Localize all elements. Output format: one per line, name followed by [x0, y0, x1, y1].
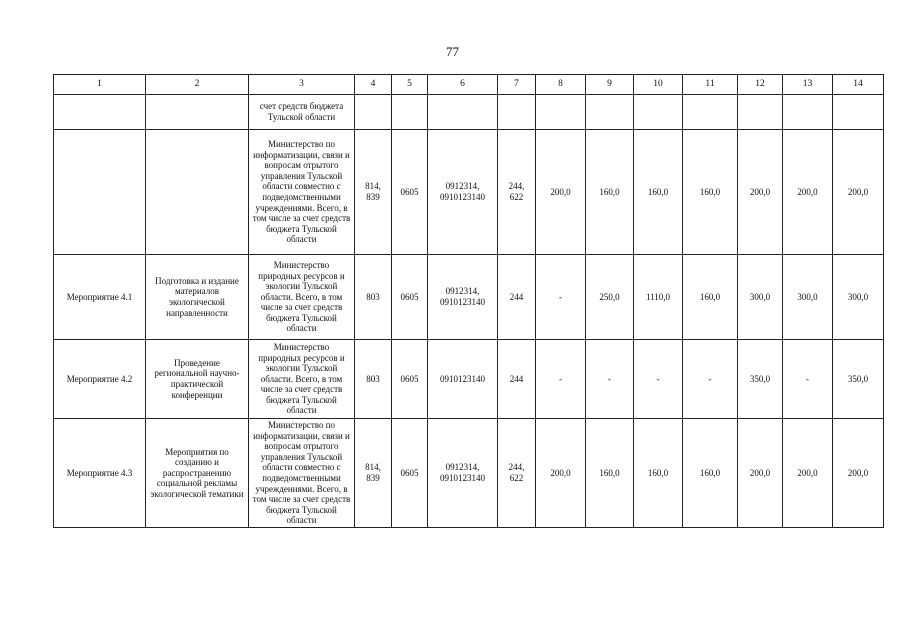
- vr-cell: 244: [498, 255, 536, 340]
- budget-table: [53, 74, 884, 528]
- grbs-cell: 803: [355, 340, 392, 419]
- value-cell: -: [536, 255, 586, 340]
- value-cell: 200,0: [833, 419, 884, 528]
- value-cell: 1110,0: [634, 255, 683, 340]
- header-cell: 14: [833, 75, 884, 95]
- value-cell: 160,0: [586, 419, 634, 528]
- value-cell: 200,0: [536, 419, 586, 528]
- header-cell: 12: [738, 75, 783, 95]
- page-number: 77: [446, 44, 459, 59]
- activity-cell: [54, 95, 146, 130]
- vr-cell: [498, 95, 536, 130]
- value-cell: [783, 95, 833, 130]
- header-cell: 8: [536, 75, 586, 95]
- executor-cell: Министерство природных ресурсов и экологии Тульской области. Всего, в том числе за счет средств бюджета Тульской области: [249, 255, 355, 340]
- csr-cell: [428, 95, 498, 130]
- value-cell: 250,0: [586, 255, 634, 340]
- rzpr-cell: 0605: [392, 255, 428, 340]
- vr-cell: 244, 622: [498, 419, 536, 528]
- activity-name-cell: [146, 130, 249, 255]
- activity-name-cell: [146, 95, 249, 130]
- header-cell: 4: [355, 75, 392, 95]
- value-cell: [738, 95, 783, 130]
- header-cell: 11: [683, 75, 738, 95]
- value-cell: 200,0: [783, 130, 833, 255]
- value-cell: 300,0: [738, 255, 783, 340]
- header-cell: 13: [783, 75, 833, 95]
- grbs-cell: 814, 839: [355, 130, 392, 255]
- executor-cell: счет средств бюджета Тульской области: [249, 95, 355, 130]
- table-row: [54, 419, 884, 528]
- header-cell: 6: [428, 75, 498, 95]
- value-cell: 160,0: [634, 419, 683, 528]
- csr-cell: 0912314, 0910123140: [428, 130, 498, 255]
- value-cell: 160,0: [586, 130, 634, 255]
- activity-name-cell: Проведение региональной научно-практической конференции: [146, 340, 249, 419]
- value-cell: -: [783, 340, 833, 419]
- table-row: [54, 255, 884, 340]
- value-cell: 200,0: [833, 130, 884, 255]
- executor-cell: Министерство по информатизации, связи и вопросам отрытого управления Тульской области совместно с подведомственными учреждениями. Всего, в том числе за счет средств бюджета Тульской области: [249, 419, 355, 528]
- grbs-cell: 803: [355, 255, 392, 340]
- value-cell: 160,0: [683, 130, 738, 255]
- value-cell: -: [634, 340, 683, 419]
- header-row: [54, 75, 884, 95]
- value-cell: 200,0: [738, 130, 783, 255]
- value-cell: 160,0: [634, 130, 683, 255]
- value-cell: [683, 95, 738, 130]
- value-cell: -: [536, 340, 586, 419]
- rzpr-cell: [392, 95, 428, 130]
- rzpr-cell: 0605: [392, 419, 428, 528]
- value-cell: 200,0: [783, 419, 833, 528]
- header-cell: 10: [634, 75, 683, 95]
- activity-name-cell: Мероприятия по созданию и распространению социальной рекламы экологической тематики: [146, 419, 249, 528]
- rzpr-cell: 0605: [392, 340, 428, 419]
- csr-cell: 0912314, 0910123140: [428, 419, 498, 528]
- executor-cell: Министерство по информатизации, связи и вопросам отрытого управления Тульской области совместно с подведомственными учреждениями. Всего, в том числе за счет средств бюджета Тульской области: [249, 130, 355, 255]
- csr-cell: 0912314, 0910123140: [428, 255, 498, 340]
- table-row: [54, 340, 884, 419]
- header-cell: 9: [586, 75, 634, 95]
- activity-cell: Мероприятие 4.1: [54, 255, 146, 340]
- grbs-cell: 814, 839: [355, 419, 392, 528]
- header-cell: 5: [392, 75, 428, 95]
- rzpr-cell: 0605: [392, 130, 428, 255]
- value-cell: 160,0: [683, 255, 738, 340]
- table-row: [54, 130, 884, 255]
- activity-cell: Мероприятие 4.3: [54, 419, 146, 528]
- header-cell: 2: [146, 75, 249, 95]
- value-cell: 300,0: [833, 255, 884, 340]
- header-cell: 7: [498, 75, 536, 95]
- activity-cell: [54, 130, 146, 255]
- vr-cell: 244, 622: [498, 130, 536, 255]
- value-cell: [634, 95, 683, 130]
- value-cell: -: [683, 340, 738, 419]
- header-cell: 1: [54, 75, 146, 95]
- value-cell: 300,0: [783, 255, 833, 340]
- value-cell: 200,0: [738, 419, 783, 528]
- table-row: [54, 95, 884, 130]
- activity-cell: Мероприятие 4.2: [54, 340, 146, 419]
- activity-name-cell: Подготовка и издание материалов экологической направленности: [146, 255, 249, 340]
- value-cell: 160,0: [683, 419, 738, 528]
- csr-cell: 0910123140: [428, 340, 498, 419]
- value-cell: [536, 95, 586, 130]
- value-cell: [833, 95, 884, 130]
- vr-cell: 244: [498, 340, 536, 419]
- value-cell: [586, 95, 634, 130]
- value-cell: 200,0: [536, 130, 586, 255]
- value-cell: 350,0: [833, 340, 884, 419]
- header-cell: 3: [249, 75, 355, 95]
- grbs-cell: [355, 95, 392, 130]
- value-cell: 350,0: [738, 340, 783, 419]
- value-cell: -: [586, 340, 634, 419]
- executor-cell: Министерство природных ресурсов и экологии Тульской области. Всего, в том числе за счет средств бюджета Тульской области: [249, 340, 355, 419]
